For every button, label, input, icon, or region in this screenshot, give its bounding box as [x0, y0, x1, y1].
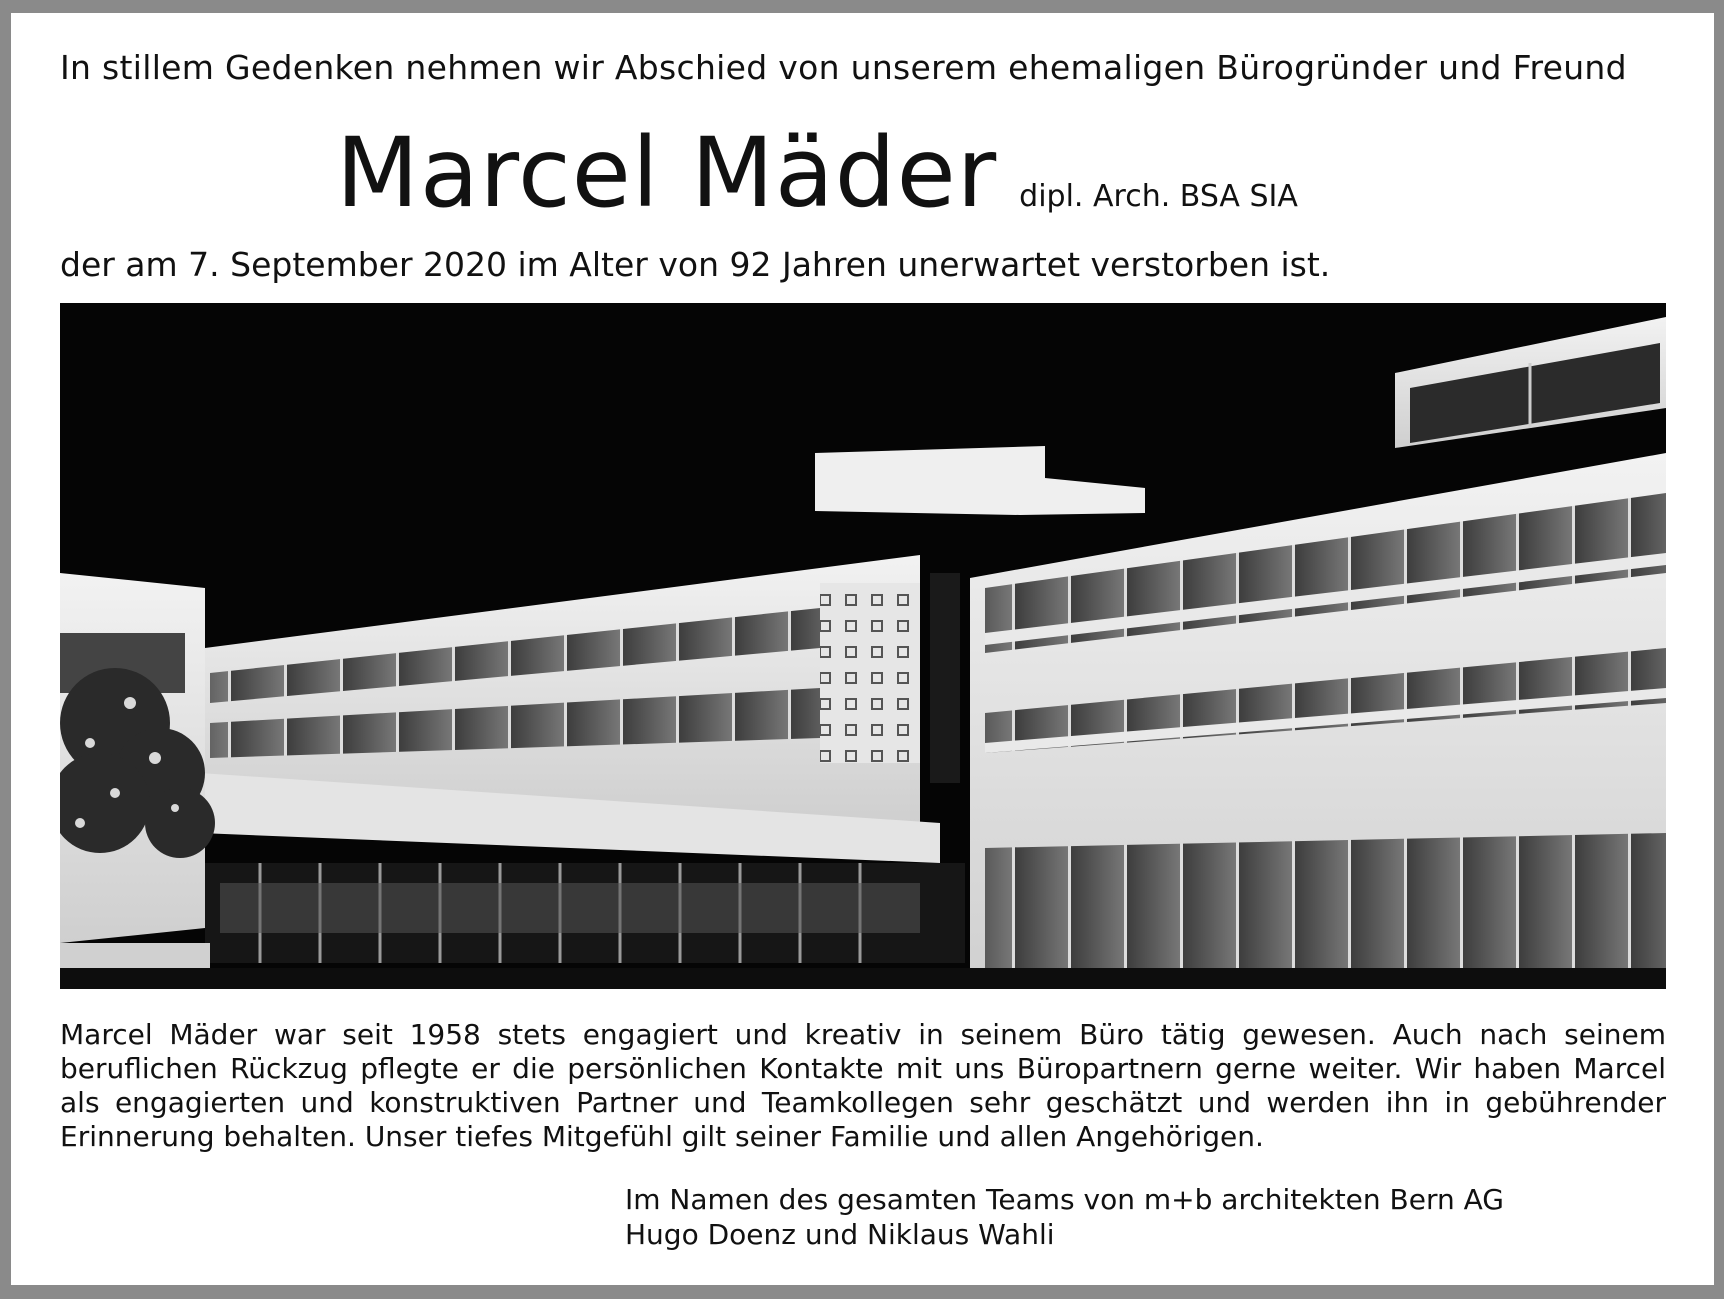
- signature-team: Im Namen des gesamten Teams von m+b architekten Bern AG: [625, 1183, 1505, 1216]
- death-line: der am 7. September 2020 im Alter von 92 Jahren unerwartet verstorben ist.: [60, 245, 1331, 284]
- professional-title: dipl. Arch. BSA SIA: [1019, 179, 1298, 214]
- obituary-notice: [11, 13, 1714, 1285]
- signature-block: [625, 1182, 1504, 1252]
- building-photo: [60, 303, 1666, 989]
- intro-line: In stillem Gedenken nehmen wir Abschied von unserem ehemaligen Bürogründer und Freund: [60, 48, 1627, 87]
- deceased-name: Marcel Mäder: [336, 117, 998, 229]
- name-line: [336, 117, 1298, 229]
- tribute-paragraph: Marcel Mäder war seit 1958 stets engagiert und kreativ in seinem Büro tätig gewesen. Auch nach seinem beruflichen Rückzug pflegte er die persönlichen Kontakte mit uns Büropartnern gerne weiter. Wir haben Marcel als engagierten und konstruktiven Partner und Teamkollegen sehr geschätzt und werden ihn in gebührender Erinnerung behalten. Unser tiefes Mitgefühl gilt seiner Familie und allen Angehörigen.: [60, 1018, 1666, 1153]
- signature-names: Hugo Doenz und Niklaus Wahli: [625, 1218, 1055, 1251]
- building-photo-icon: [60, 303, 1666, 989]
